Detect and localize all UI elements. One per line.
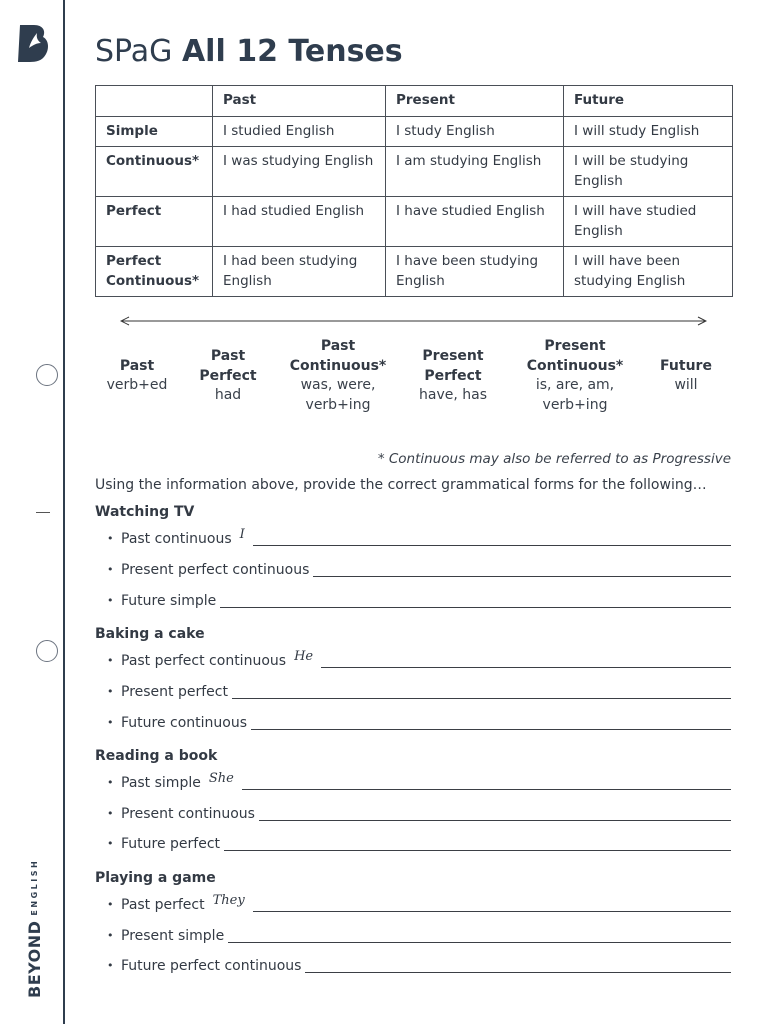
table-cell: I will have been studying English — [564, 247, 733, 297]
exercise-item: • Past continuous I — [107, 527, 731, 549]
table-row — [96, 147, 733, 197]
answer-line[interactable] — [220, 606, 731, 608]
table-header-present: Present — [386, 86, 564, 117]
brand-wordmark — [24, 842, 44, 1002]
section-title-watching-tv: Watching TV — [95, 504, 195, 520]
table-cell: I have studied English — [386, 197, 564, 247]
tense-name: Future — [660, 358, 712, 374]
title-main: All 12 Tenses — [181, 34, 403, 69]
exercise-label: Present perfect continuous — [121, 562, 310, 578]
tense-form: have, has — [419, 387, 487, 403]
tense-table — [95, 85, 733, 297]
exercise-item: • Future continuous — [107, 711, 731, 733]
timeline-arrow — [120, 314, 707, 328]
timeline-tense-present-perfect — [393, 346, 513, 406]
exercise-item: • Past simple She — [107, 771, 731, 793]
tense-form: was, were, verb+ing — [300, 377, 376, 413]
answer-line[interactable] — [305, 971, 731, 973]
exercise-label: Future perfect continuous — [121, 958, 302, 974]
timeline-tense-past-perfect — [168, 346, 288, 406]
tense-name: Past Perfect — [199, 348, 257, 384]
answer-line[interactable] — [313, 575, 731, 577]
exercise-label: Future perfect — [121, 836, 221, 852]
exercise-label: Present simple — [121, 928, 225, 944]
answer-line[interactable] — [259, 819, 731, 821]
handwritten-hint: I — [239, 527, 245, 542]
timeline-tense-future — [626, 356, 746, 396]
answer-line[interactable] — [253, 544, 731, 546]
answer-line[interactable] — [242, 788, 731, 790]
row-label-continuous: Continuous* — [96, 147, 213, 197]
title-prefix: SPaG — [95, 34, 173, 69]
brand-sub: ENGLISH — [29, 858, 39, 916]
table-cell: I am studying English — [386, 147, 564, 197]
answer-line[interactable] — [232, 697, 731, 699]
table-header-past: Past — [213, 86, 386, 117]
tense-form: is, are, am, verb+ing — [535, 377, 615, 413]
brand-name: BEYOND — [24, 920, 44, 998]
handwritten-hint: They — [212, 893, 245, 908]
beyond-logo-icon — [16, 22, 50, 64]
margin-line — [63, 0, 65, 1024]
exercise-label: Present perfect — [121, 684, 228, 700]
answer-line[interactable] — [251, 728, 731, 730]
answer-line[interactable] — [321, 666, 731, 668]
answer-line[interactable] — [253, 910, 731, 912]
exercise-label: Past simple — [121, 775, 201, 791]
exercise-item: • Present simple — [107, 924, 731, 946]
table-cell: I studied English — [213, 116, 386, 147]
section-title-playing-a-game: Playing a game — [95, 870, 216, 886]
tense-form: had — [214, 387, 242, 403]
row-label-perfect-continuous: Perfect Continuous* — [96, 247, 213, 297]
exercise-label: Future simple — [121, 593, 217, 609]
exercise-item: • Present perfect continuous — [107, 558, 731, 580]
tense-name: Present Continuous* — [526, 338, 624, 374]
margin-tick — [36, 512, 50, 513]
exercise-item: • Past perfect continuous He — [107, 649, 731, 671]
timeline-tense-present-continuous — [515, 336, 635, 415]
row-label-perfect: Perfect — [96, 197, 213, 247]
exercise-label: Present continuous — [121, 806, 255, 822]
exercise-label: Future continuous — [121, 715, 248, 731]
section-title-baking-a-cake: Baking a cake — [95, 626, 205, 642]
table-cell: I had studied English — [213, 197, 386, 247]
answer-line[interactable] — [228, 941, 731, 943]
timeline-tense-past-continuous — [278, 336, 398, 415]
exercise-item: • Present perfect — [107, 680, 731, 702]
tense-name: Past Continuous* — [289, 338, 387, 374]
table-row — [96, 247, 733, 297]
table-cell: I will be studying English — [564, 147, 733, 197]
table-row — [96, 197, 733, 247]
exercise-item: • Future perfect — [107, 832, 731, 854]
table-header-future: Future — [564, 86, 733, 117]
tense-name: Present Perfect — [422, 348, 484, 384]
table-cell: I was studying English — [213, 147, 386, 197]
table-header-row — [96, 86, 733, 117]
table-cell: I will have studied English — [564, 197, 733, 247]
exercise-label: Past perfect continuous — [121, 653, 287, 669]
table-header-blank — [96, 86, 213, 117]
exercise-label: Past continuous — [121, 531, 232, 547]
exercise-item: • Future perfect continuous — [107, 954, 731, 976]
exercise-label: Past perfect — [121, 897, 205, 913]
footnote: * Continuous may also be referred to as Progressive — [377, 451, 731, 467]
exercise-item: • Present continuous — [107, 802, 731, 824]
table-cell: I have been studying English — [386, 247, 564, 297]
table-cell: I will study English — [564, 116, 733, 147]
answer-line[interactable] — [224, 849, 731, 851]
tense-name: Past — [119, 358, 155, 374]
instructions: Using the information above, provide the correct grammatical forms for the following… — [95, 477, 707, 493]
exercise-item: • Past perfect They — [107, 893, 731, 915]
table-cell: I had been studying English — [213, 247, 386, 297]
section-title-reading-a-book: Reading a book — [95, 748, 218, 764]
row-label-simple: Simple — [96, 116, 213, 147]
punch-hole-bottom — [36, 640, 58, 662]
table-cell: I study English — [386, 116, 564, 147]
exercise-item: • Future simple — [107, 589, 731, 611]
handwritten-hint: She — [208, 771, 234, 786]
tense-form: will — [674, 377, 698, 393]
table-row — [96, 116, 733, 147]
page-title — [95, 34, 403, 69]
handwritten-hint: He — [294, 649, 314, 664]
punch-hole-top — [36, 364, 58, 386]
tense-form: verb+ed — [106, 377, 168, 393]
